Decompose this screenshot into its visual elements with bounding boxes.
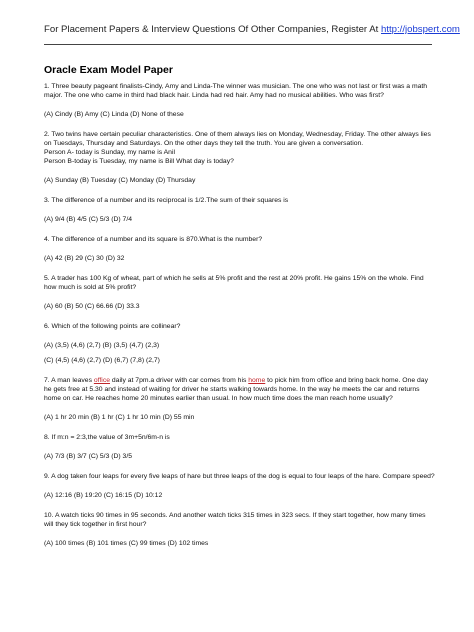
question-2: 2. Two twins have certain peculiar characteristics. One of them always lies on Monday, Wednesday, Friday. The other always lies on Tuesdays, Thursday and Saturdays. On the other days they tell the truth. You are given a conversation. (44, 131, 431, 147)
document-title: Oracle Exam Model Paper (44, 64, 173, 76)
question-6-options-2: (C) (4,5) (4,6) (2,7) (D) (6,7) (7,8) (2,7) (44, 357, 160, 364)
question-3: 3. The difference of a number and its reciprocal is 1/2.The sum of their squares is (44, 197, 289, 204)
question-6: 6. Which of the following points are collinear? (44, 323, 181, 330)
question-7-options: (A) 1 hr 20 min (B) 1 hr (C) 1 hr 10 min (D) 55 min (44, 414, 195, 421)
question-9-options: (A) 12:16 (B) 19:20 (C) 16:15 (D) 10:12 (44, 492, 163, 499)
header-divider (44, 44, 432, 45)
question-4: 4. The difference of a number and its square is 870.What is the number? (44, 236, 263, 243)
jobspert-link[interactable]: http://jobspert.com (381, 24, 460, 35)
header-text: For Placement Papers & Interview Questions Of Other Companies, Register At (44, 24, 381, 35)
page-header (44, 22, 460, 38)
question-4-options: (A) 42 (B) 29 (C) 30 (D) 32 (44, 255, 125, 262)
question-2-line-b: Person B-today is Tuesday, my name is Bill What day is today? (44, 158, 234, 165)
question-1-options: (A) Cindy (B) Amy (C) Linda (D) None of these (44, 111, 184, 118)
question-8: 8. If m:n = 2:3,the value of 3m+5n/6m-n is (44, 434, 170, 441)
question-7 (44, 376, 436, 403)
question-5: 5. A trader has 100 Kg of wheat, part of which he sells at 5% profit and the rest at 20% profit. He gains 15% on the whole. Find how much is sold at 5% profit? (44, 275, 424, 291)
question-3-options: (A) 9/4 (B) 4/5 (C) 5/3 (D) 7/4 (44, 216, 133, 223)
question-7-text-middle: daily at 7pm.a driver with car comes from his (110, 377, 249, 384)
question-10-options: (A) 100 times (B) 101 times (C) 99 times (D) 102 times (44, 540, 209, 547)
question-7-text-before: 7. A man leaves (44, 377, 94, 384)
question-8-options: (A) 7/3 (B) 3/7 (C) 5/3 (D) 3/5 (44, 453, 133, 460)
question-7-text-after: to pick him from office and bring back home. One day he gets free at 5.30 and instead of waiting for driver he starts walking towards home. In the way he meets the car and returns home on car. He reaches home 20 minutes earlier than usual. In how much time does the man reach home usually? (44, 377, 428, 402)
question-10: 10. A watch ticks 90 times in 95 seconds. And another watch ticks 315 times in 323 secs. If they start together, how many times will they tick together in first hour? (44, 512, 426, 528)
question-list (44, 82, 436, 559)
question-6-options-1: (A) (3,5) (4,6) (2,7) (B) (3,5) (4,7) (2,3) (44, 342, 160, 349)
question-2-line-a: Person A- today is Sunday, my name is Anil (44, 149, 175, 156)
question-1: 1. Three beauty pageant finalists-Cindy, Amy and Linda-The winner was musician. The one who was not last or first was a math major. The one who came in third had black hair. Linda had red hair. Amy had no musical abilities. Who was first? (44, 83, 428, 99)
office-link[interactable]: office (93, 377, 110, 384)
question-2-options: (A) Sunday (B) Tuesday (C) Monday (D) Thursday (44, 177, 196, 184)
home-link[interactable]: home (248, 377, 266, 384)
question-5-options: (A) 60 (B) 50 (C) 66.66 (D) 33.3 (44, 303, 140, 310)
question-9: 9. A dog taken four leaps for every five leaps of hare but three leaps of the dog is equal to four leaps of the hare. Compare speed? (44, 473, 435, 480)
